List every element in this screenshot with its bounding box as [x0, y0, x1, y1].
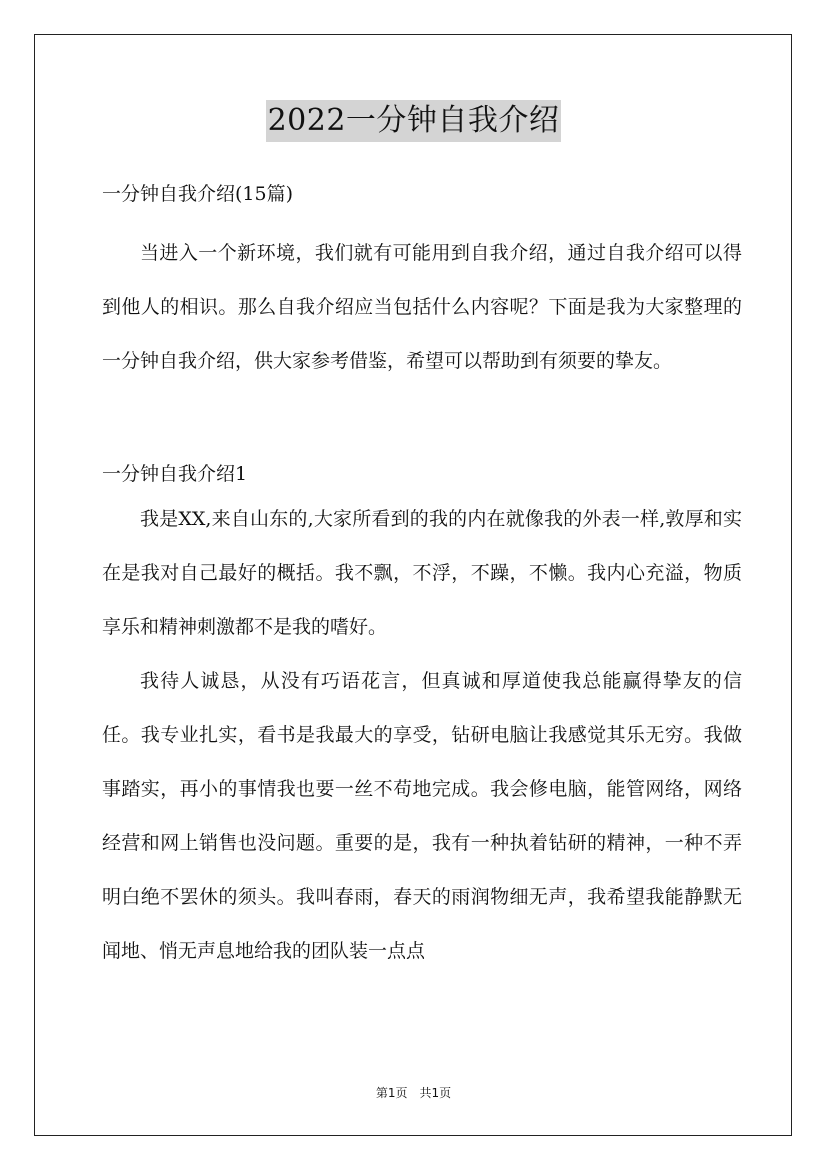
- body-paragraph-1: 我是XX,来自山东的,大家所看到的我的内在就像我的外表一样,敦厚和实在是我对自己最好的概括。我不飘，不浮，不躁，不懒。我内心充溢，物质享乐和精神刺激都不是我的嗜好。: [102, 508, 742, 638]
- document-body: [102, 176, 742, 978]
- page-number-current: 第1页: [375, 1086, 408, 1100]
- section-heading: 一分钟自我介绍1: [102, 463, 248, 485]
- intro-paragraph: 当进入一个新环境，我们就有可能用到自我介绍，通过自我介绍可以得到他人的相识。那么自我介绍应当包括什么内容呢？下面是我为大家整理的一分钟自我介绍，供大家参考借鉴，希望可以帮助到有须要的挚友。: [102, 242, 742, 372]
- document-subtitle: 一分钟自我介绍(15篇): [102, 183, 294, 205]
- page-footer: [0, 1084, 827, 1101]
- document-title: 2022一分钟自我介绍: [266, 100, 562, 142]
- body-paragraph-2: 我待人诚恳，从没有巧语花言，但真诚和厚道使我总能赢得挚友的信任。我专业扎实，看书是我最大的享受，钻研电脑让我感觉其乐无穷。我做事踏实，再小的事情我也要一丝不苟地完成。我会修电脑，能管网络，网络经营和网上销售也没问题。重要的是，我有一种执着钻研的精神，一种不弄明白绝不罢休的须头。我叫春雨，春天的雨润物细无声，我希望我能静默无闻地、悄无声息地给我的团队装一点点: [102, 670, 742, 962]
- section-spacer: [102, 388, 742, 456]
- title-container: [0, 100, 827, 142]
- page-number-total: 共1页: [419, 1086, 452, 1100]
